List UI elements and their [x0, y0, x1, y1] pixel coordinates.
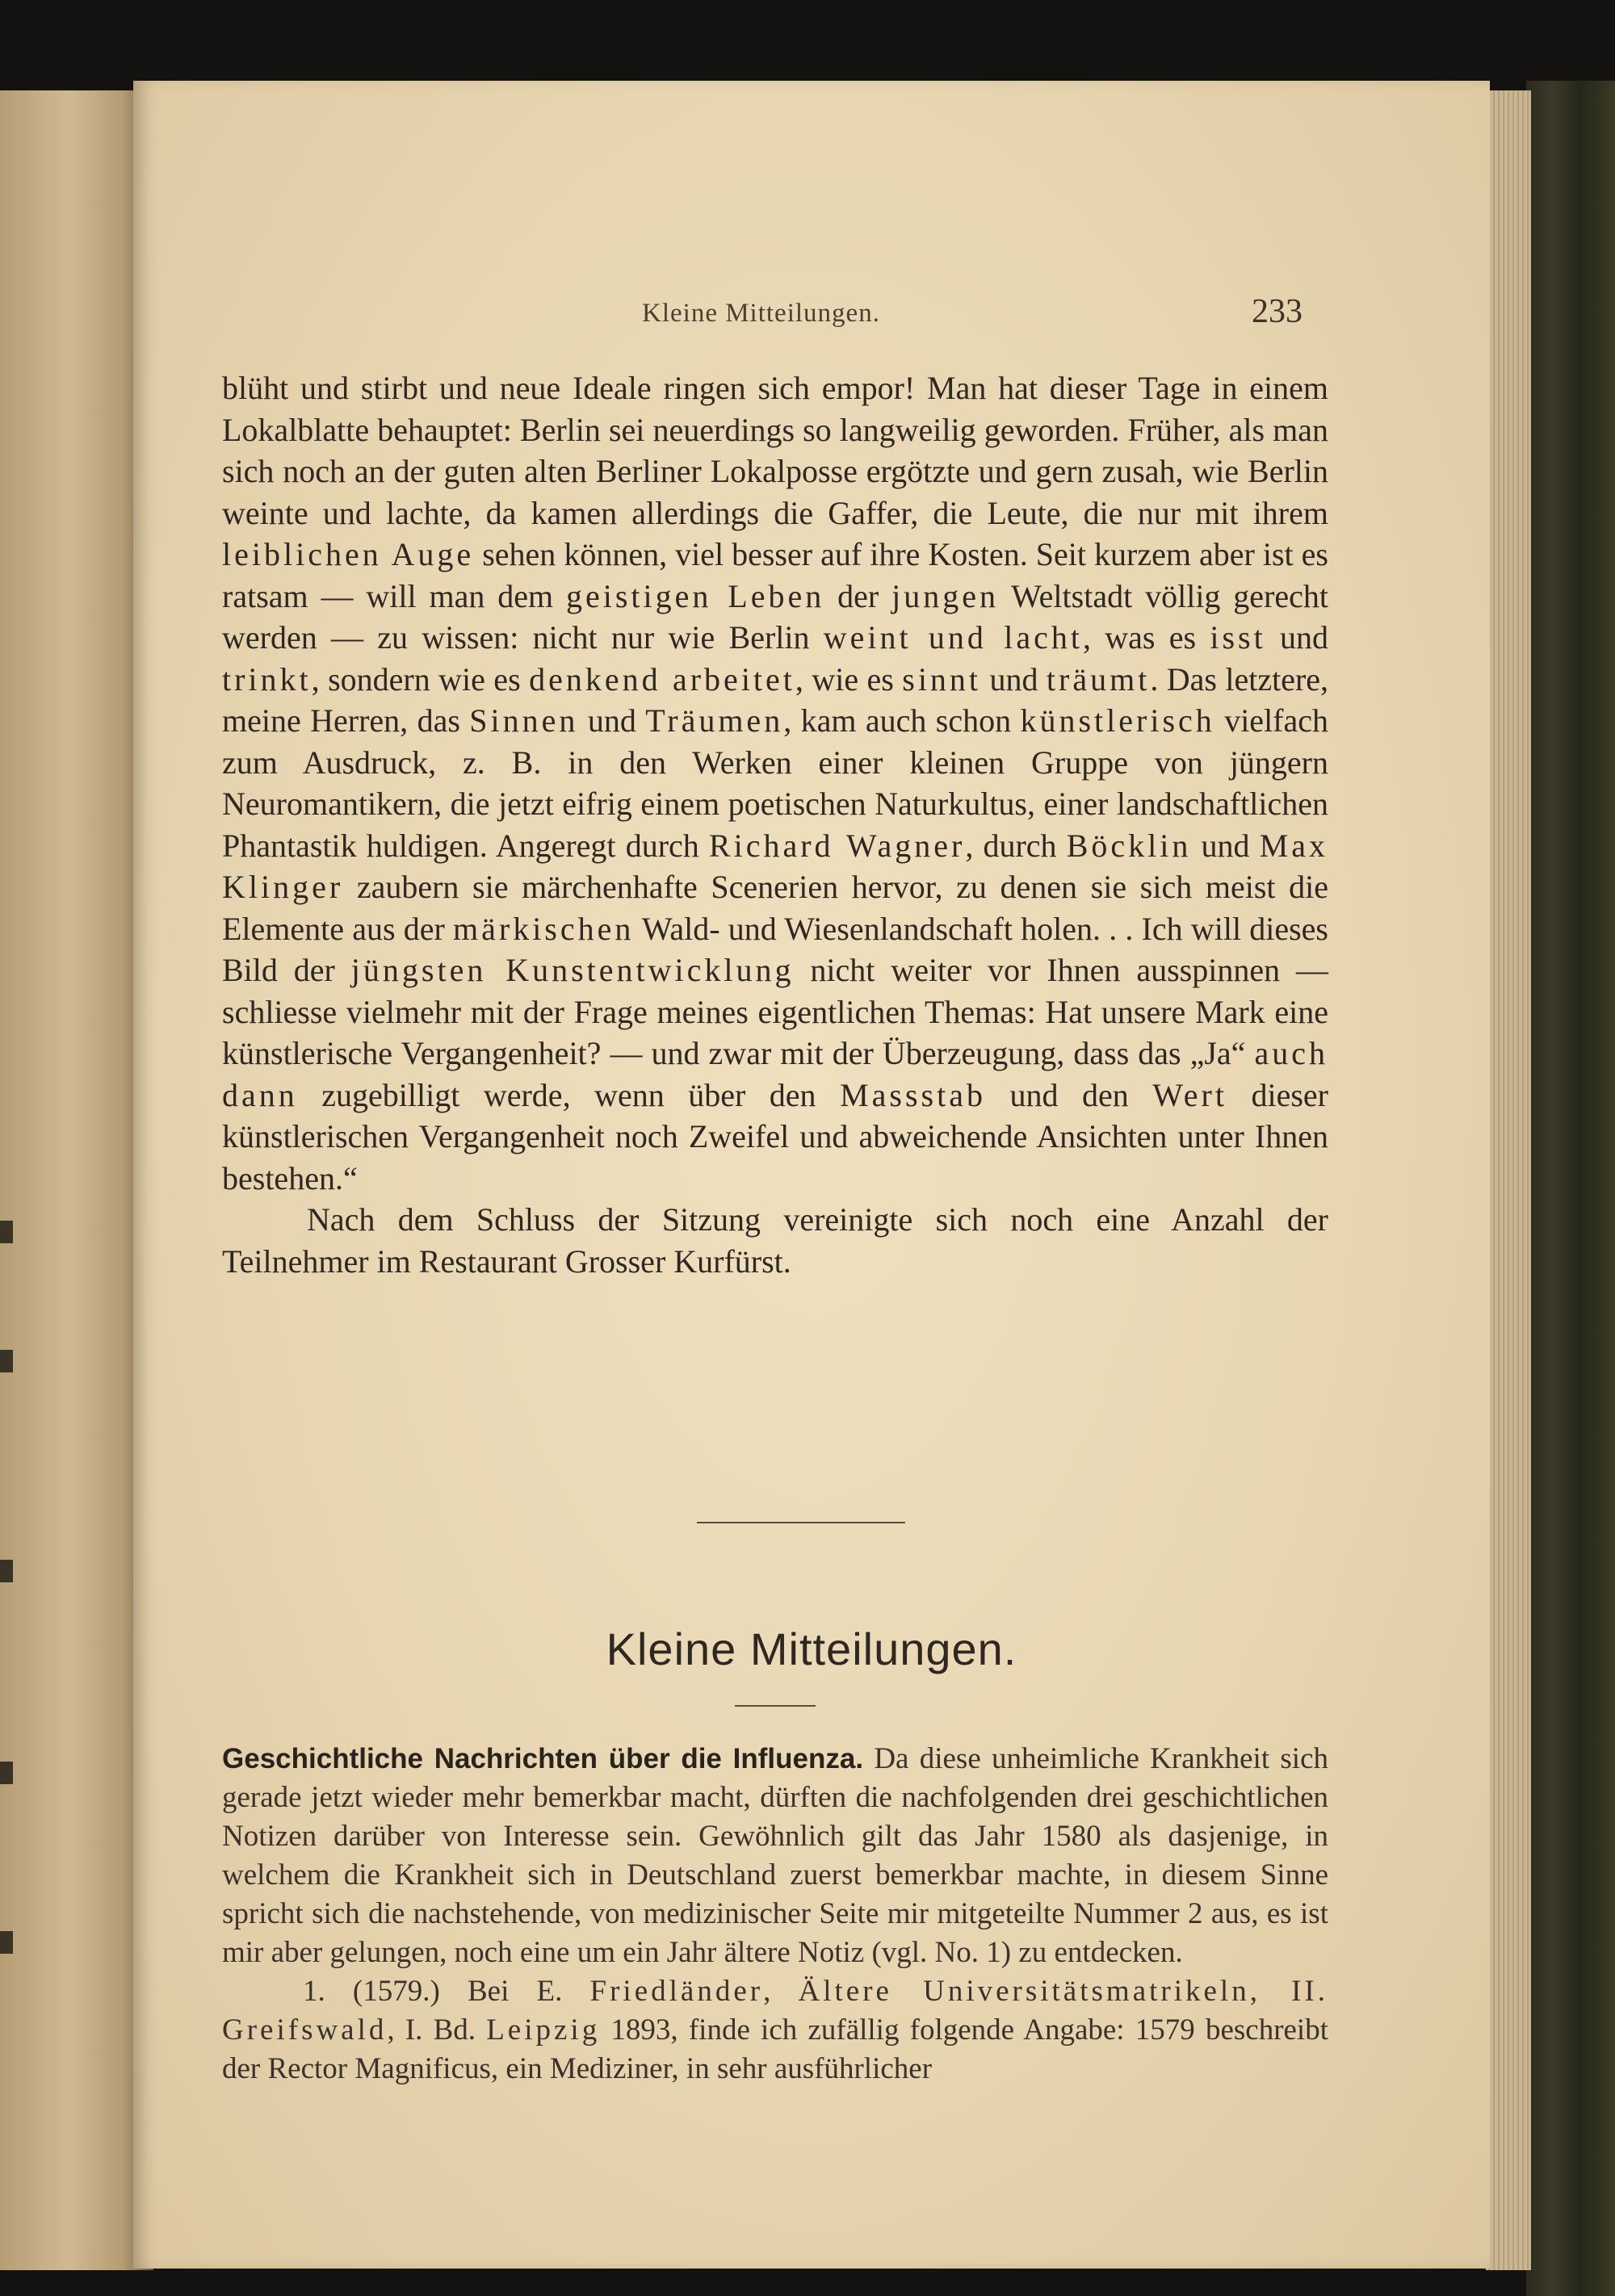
paragraph: Nach dem Schluss der Sitzung vereinigte sich noch eine Anzahl der Teilnehmer im Restaurant Grosser Kurfürst. [222, 1201, 1328, 1280]
page-header [133, 293, 1490, 339]
paragraph: 1. (1579.) Bei E. Friedländer, Ältere Universitätsmatrikeln, II. Greifswald, I. Bd. Leipzig 1893, finde ich zufällig folgende Angabe: 1579 beschreibt der Rector Magnificus, ein Mediziner, in sehr ausführlicher [222, 1975, 1329, 2085]
running-head: Kleine Mitteilungen. [642, 299, 880, 328]
facing-page-mark [0, 1762, 13, 1784]
facing-page-mark [0, 1350, 13, 1372]
book-cover-edge [1526, 81, 1615, 2296]
page-stack-edge [1486, 90, 1531, 2270]
page-number: 233 [1252, 293, 1302, 330]
facing-page-edge [0, 90, 153, 2270]
paragraph: Geschichtliche Nachrichten über die Influenza. Da diese unheimliche Krankheit sich gerade jetzt wieder mehr bemerkbar macht, dürften die nachfolgenden drei geschichtlichen Notizen darüber von Interesse sein. Gewöhnlich gilt das Jahr 1580 als dasjenige, in welchem die Krankheit sich in Deutschland zuerst bemerkbar machte, in diesem Sinne spricht sich die nachstehende, von medizinischer Seite mir mitgeteilte Nummer 2 aus, es ist mir aber gelungen, noch eine um ein Jahr ältere Notiz (vgl. No. 1) zu entdecken. [222, 1742, 1328, 1969]
section-separator [697, 1522, 905, 1523]
book-page [133, 81, 1490, 2269]
body-text [222, 367, 1328, 1282]
title-rule [735, 1705, 816, 1707]
section-title: Kleine Mitteilungen. [606, 1624, 1017, 1674]
paragraph: blüht und stirbt und neue Ideale ringen sich empor! Man hat dieser Tage in einem Lokalblatte behauptet: Berlin sei neuerdings so langweilig geworden. Früher, als man sich noch an der guten alten Berliner Lokalposse ergötzte und gern zusah, wie Berlin weinte und lachte, da kamen allerdings die Gaffer, die Leute, die nur mit ihrem leiblichen Auge sehen können, viel besser auf ihre Kosten. Seit kurzem aber ist es ratsam — will man dem geistigen Leben der jungen Weltstadt völlig gerecht werden — zu wissen: nicht nur wie Berlin weint und lacht, was es isst und trinkt, sondern wie es denkend arbeitet, wie es sinnt und träumt. Das letztere, meine Herren, das Sinnen und Träumen, kam auch schon künstlerisch vielfach zum Ausdruck, z. B. in den Werken einer kleinen Gruppe von jüngern Neuromantikern, die jetzt eifrig einem poetischen Naturkultus, einer landschaftlichen Phantastik huldigen. Angeregt durch Richard Wagner, durch Böcklin und Max Klinger zaubern sie märchenhafte Scenerien hervor, zu denen sie sich meist die Elemente aus der märkischen Wald- und Wiesenlandschaft holen. . . Ich will dieses Bild der jüngsten Kunstentwicklung nicht weiter vor Ihnen ausspinnen — schliesse vielmehr mit der Frage meines eigentlichen Themas: Hat unsere Mark eine künstlerische Vergangenheit? — und zwar mit der Überzeugung, dass das „Ja“ auch dann zugebilligt werde, wenn über den Massstab und den Wert dieser künstlerischen Vergangenheit noch Zweifel und abweichende Ansichten unter Ihnen bestehen.“ [222, 370, 1329, 1196]
article-lead: Geschichtliche Nachrichten über die Influenza. [222, 1743, 864, 1774]
facing-page-mark [0, 1221, 13, 1243]
facing-page-mark [0, 1931, 13, 1954]
facing-page-mark [0, 1560, 13, 1582]
section-text [222, 1740, 1328, 2089]
